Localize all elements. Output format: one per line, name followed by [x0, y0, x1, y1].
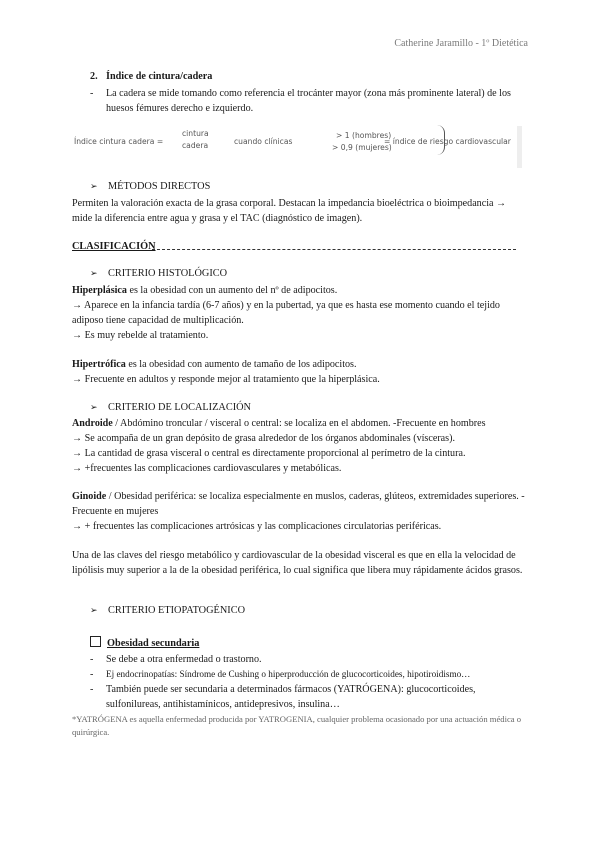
ginoide-line-1: → + frecuentes las complicaciones artrósicas y las complicaciones circulatorias periféricas.: [72, 521, 442, 532]
arrowhead-icon: ➢: [90, 182, 98, 192]
arrowhead-icon: ➢: [90, 606, 98, 616]
hiperplasica-paragraph: [72, 283, 528, 343]
clasificacion-title: CLASIFICACIÓN: [72, 241, 156, 252]
footnote: *YATRÓGENA es aquella enfermedad producida por YATROGENIA, cualquier problema ocasionado por una actuación médica o quirúrgica.: [72, 714, 522, 737]
bullet-text: Ej endocrinopatías: Síndrome de Cushing o hiperproducción de glucocorticoides, hipotiroidismo…: [106, 669, 471, 679]
hipertrofica-paragraph: [72, 357, 528, 387]
androide-line-2: → La cantidad de grasa visceral o central es directamente proporcional al perímetro de la cintura.: [72, 448, 466, 459]
androide-paragraph: [72, 416, 528, 476]
page-header-author: Catherine Jaramillo - 1º Dietética: [394, 38, 528, 49]
metodos-heading-text: MÉTODOS DIRECTOS: [108, 181, 211, 192]
ginoide-paragraph: [72, 489, 528, 534]
secundaria-bullet-1: [90, 652, 530, 667]
section-heading-cadera: [90, 71, 212, 82]
hiperplasica-definition: [72, 283, 528, 298]
androide-term: Androide: [72, 418, 113, 429]
hiperplasica-term: Hiperplásica: [72, 285, 127, 296]
hiperplasica-line-1: → Aparece en la infancia tardía (6-7 años) y en la pubertad, ya que es hasta ese momento cuando el tejido adiposo tiene capacidad de multiplicación.: [72, 300, 500, 326]
image-edge: [517, 126, 522, 168]
cadera-text: La cadera se mide tomando como referencia el trocánter mayor (zona más prominente lateral) de los huesos fémures derecho e izquierdo.: [106, 88, 511, 114]
secundaria-bullet-2: [90, 667, 530, 682]
metodos-heading: [90, 181, 210, 192]
ginoide-definition: [72, 489, 528, 519]
bullet-text: También puede ser secundaria a determinados fármacos (YATRÓGENA): glucocorticoides, sulfonilureas, antihistamínicos, antidepresivos, insulina…: [106, 684, 476, 710]
hiperplasica-def: es la obesidad con un aumento del nº de adipocitos.: [126, 285, 338, 296]
secundaria-title-text: Obesidad secundaria: [107, 638, 200, 649]
hipertrofica-line-1: → Frecuente en adultos y responde mejor al tratamiento que la hiperplásica.: [72, 374, 380, 385]
secundaria-title: [90, 636, 199, 649]
etiopatogenico-heading: [90, 605, 245, 616]
secundaria-bullet-3: [90, 682, 530, 712]
formula-image: [74, 125, 524, 165]
hipertrofica-term: Hipertrófica: [72, 359, 126, 370]
formula-denominator: cadera: [182, 141, 209, 150]
localizacion-heading: [90, 402, 251, 413]
formula-numerator: cintura: [182, 129, 209, 138]
conclusion-paragraph: [72, 548, 528, 578]
bullet-dash: -: [90, 669, 94, 680]
cadera-bullet: [90, 86, 530, 116]
histologico-heading: [90, 268, 227, 279]
bullet-dash: -: [90, 88, 94, 99]
etiopatogenico-heading-text: CRITERIO ETIOPATOGÉNICO: [108, 605, 246, 616]
section-number: 2.: [90, 71, 98, 82]
hipertrofica-def: es la obesidad con aumento de tamaño de los adipocitos.: [125, 359, 357, 370]
checkbox-icon: [90, 636, 101, 647]
clasificacion-rule: [152, 249, 516, 250]
ginoide-def: / Obesidad periférica: se localiza especialmente en muslos, caderas, glúteos, extremidades superiores. -Frecuente en mujeres: [72, 491, 525, 517]
formula-range-women: > 0,9 (mujeres): [332, 143, 392, 152]
formula-range-men: > 1 (hombres): [336, 131, 392, 140]
ginoide-term: Ginoide: [72, 491, 107, 502]
androide-line-3: → +frecuentes las complicaciones cardiovasculares y metabólicas.: [72, 463, 342, 474]
bullet-text: Se debe a otra enfermedad o trastorno.: [106, 654, 262, 665]
section-title: Índice de cintura/cadera: [106, 71, 213, 82]
androide-definition: [72, 416, 528, 431]
localizacion-heading-text: CRITERIO DE LOCALIZACIÓN: [108, 402, 251, 413]
arrowhead-icon: ➢: [90, 403, 98, 413]
hipertrofica-definition: [72, 357, 528, 372]
hiperplasica-line-2: → Es muy rebelde al tratamiento.: [72, 330, 209, 341]
bullet-dash: -: [90, 684, 94, 695]
androide-line-1: → Se acompaña de un gran depósito de grasa alrededor de los órganos abdominales (vísceras).: [72, 433, 455, 444]
formula-condition: cuando clínicas: [234, 137, 293, 146]
arrowhead-icon: ➢: [90, 269, 98, 279]
formula-label: Índice cintura cadera =: [74, 137, 164, 146]
metodos-text: Permiten la valoración exacta de la grasa corporal. Destacan la impedancia bioeléctrica o bioimpedancia → mide la diferencia entre agua y grasa y el TAC (diagnóstico de imagen).: [72, 198, 507, 224]
conclusion-text: Una de las claves del riesgo metabólico y cardiovascular de la obesidad visceral es que en ella la velocidad de lipólisis muy superior a la de la obesidad periférica, lo cual significa que libera muy rápidamente ácidos grasos.: [72, 550, 523, 576]
bullet-dash: -: [90, 654, 94, 665]
histologico-heading-text: CRITERIO HISTOLÓGICO: [108, 268, 228, 279]
metodos-paragraph: [72, 196, 528, 226]
formula-result: = índice de riesgo cardiovascular: [384, 137, 511, 146]
androide-def: / Abdómino troncular / visceral o central: se localiza en el abdomen. -Frecuente en hombres: [112, 418, 486, 429]
